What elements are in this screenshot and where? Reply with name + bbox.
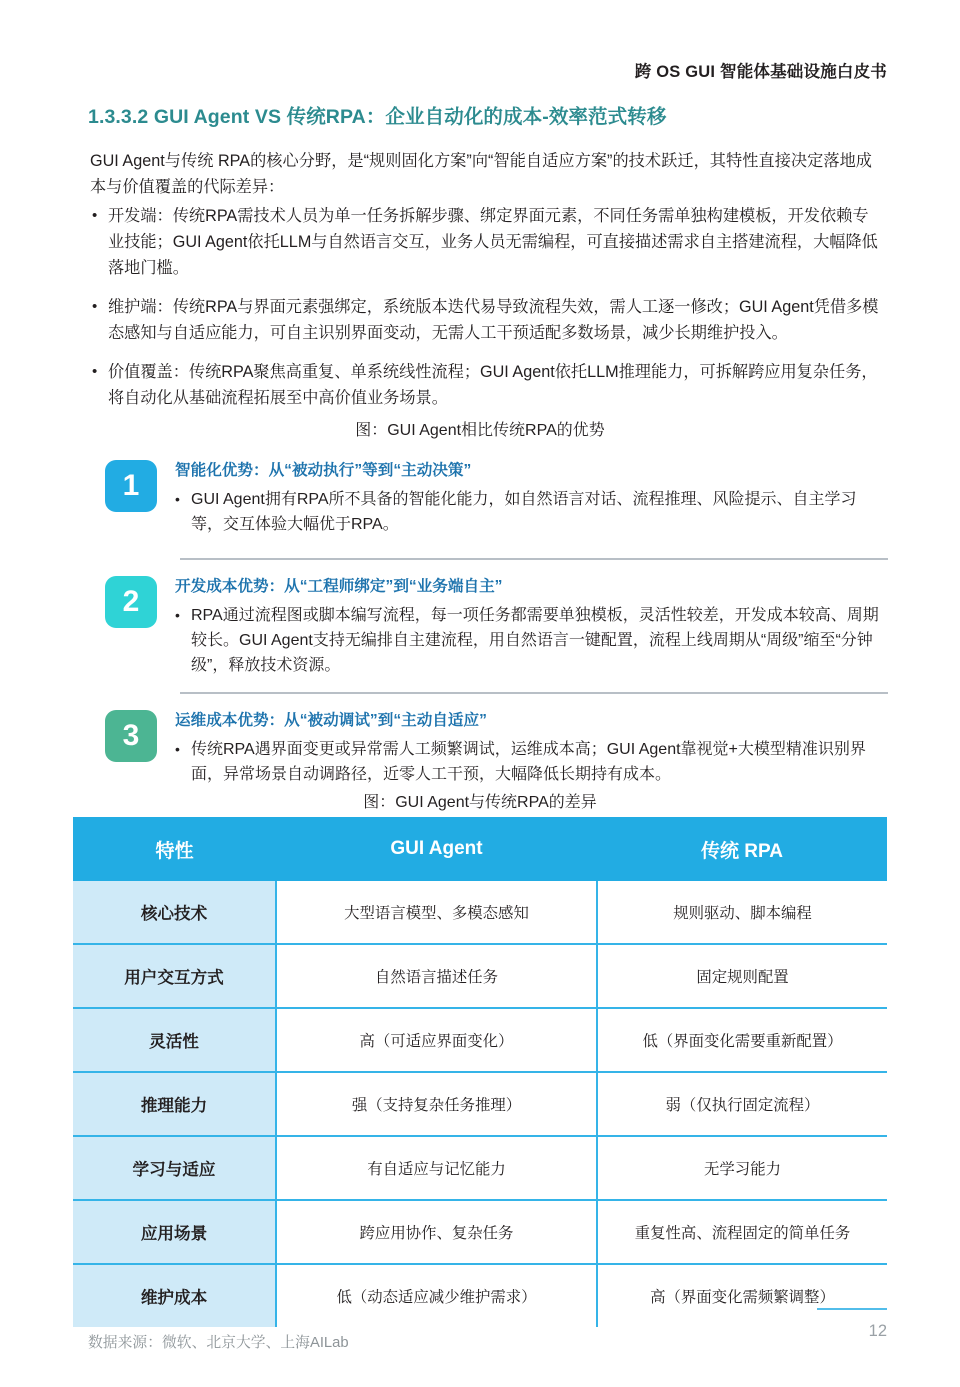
advantage-card-3	[0, 710, 960, 794]
figure-caption-difference: 图：GUI Agent与传统RPA的差异	[363, 794, 597, 811]
table-header-row	[73, 817, 887, 881]
table-cell-gui-agent: 大型语言模型、多模态感知	[276, 881, 597, 944]
data-source-note: 数据来源：微软、北京大学、上海AILab	[88, 1335, 349, 1351]
table-cell-rpa: 无学习能力	[597, 1136, 887, 1200]
list-item-text: 价值覆盖：传统RPA聚焦高重复、单系统线性流程；GUI Agent依托LLM推理能力，可拆解跨应用复杂任务，将自动化从基础流程拓展至中高价值业务场景。	[108, 363, 878, 407]
bullet-list	[90, 203, 880, 424]
table-cell-rpa: 低（界面变化需要重新配置）	[597, 1008, 887, 1072]
bullet-marker-icon: •	[92, 298, 98, 315]
bullet-marker-icon: •	[92, 363, 98, 380]
comparison-table	[73, 817, 887, 1327]
list-item	[90, 203, 880, 281]
table-cell-gui-agent: 有自适应与记忆能力	[276, 1136, 597, 1200]
table-cell-rpa: 规则驱动、脚本编程	[597, 881, 887, 944]
advantage-card-1	[0, 460, 960, 544]
table-cell-gui-agent: 自然语言描述任务	[276, 944, 597, 1008]
table-row	[73, 1072, 887, 1136]
table-row	[73, 944, 887, 1008]
figure-caption-advantage: 图：GUI Agent相比传统RPA的优势	[355, 422, 605, 439]
bullet-marker-icon: •	[92, 207, 98, 224]
table-cell-feature: 维护成本	[73, 1264, 276, 1327]
table-row	[73, 1008, 887, 1072]
table-row	[73, 1264, 887, 1327]
table-cell-gui-agent: 强（支持复杂任务推理）	[276, 1072, 597, 1136]
table-cell-gui-agent: 跨应用协作、复杂任务	[276, 1200, 597, 1264]
table-cell-feature: 应用场景	[73, 1200, 276, 1264]
advantage-card-2	[0, 576, 960, 678]
table-cell-rpa: 弱（仅执行固定流程）	[597, 1072, 887, 1136]
intro-paragraph: GUI Agent与传统 RPA的核心分野，是“规则固化方案”向“智能自适应方案”的技术跃迁，其特性直接决定落地成本与价值覆盖的代际差异：	[90, 152, 872, 196]
advantage-card-list	[0, 460, 960, 794]
card-divider	[180, 558, 888, 560]
table-cell-rpa: 固定规则配置	[597, 944, 887, 1008]
page-number-rule	[817, 1308, 887, 1310]
table-cell-gui-agent: 高（可适应界面变化）	[276, 1008, 597, 1072]
table-row	[73, 881, 887, 944]
table-cell-rpa: 高（界面变化需频繁调整）	[597, 1264, 887, 1327]
list-item-text: 开发端：传统RPA需技术人员为单一任务拆解步骤、绑定界面元素，不同任务需单独构建模板，开发依赖专业技能；GUI Agent依托LLM与自然语言交互，业务人员无需编程，可直接描述需求自主搭建流程，大幅降低落地门槛。	[108, 207, 878, 277]
page-number: 12	[868, 1322, 887, 1340]
running-header-title: 跨 OS GUI 智能体基础设施白皮书	[634, 63, 887, 81]
table-header-gui-agent: GUI Agent	[276, 817, 597, 881]
table-cell-feature: 核心技术	[73, 881, 276, 944]
table-row	[73, 1136, 887, 1200]
section-heading: 1.3.3.2 GUI Agent VS 传统RPA：企业自动化的成本-效率范式转移	[88, 106, 667, 128]
table-cell-gui-agent: 低（动态适应减少维护需求）	[276, 1264, 597, 1327]
bullet-marker-icon: •	[175, 607, 180, 623]
card-number-badge-1: 1	[105, 460, 157, 512]
card-point-text: 传统RPA遇界面变更或异常需人工频繁调试，运维成本高；GUI Agent靠视觉+大模型精准识别界面，异常场景自动调路径，近零人工干预，大幅降低长期持有成本。	[191, 741, 866, 783]
list-item	[90, 294, 880, 346]
list-item-text: 维护端：传统RPA与界面元素强绑定，系统版本迭代易导致流程失效，需人工逐一修改；GUI Agent凭借多模态感知与自适应能力，可自主识别界面变动，无需人工干预适配多数场景，减少长期维护投入。	[108, 298, 879, 342]
table-cell-feature: 灵活性	[73, 1008, 276, 1072]
card-divider	[180, 692, 888, 694]
list-item	[90, 359, 880, 411]
card-number-badge-3: 3	[105, 710, 157, 762]
card-title: 运维成本优势：从“被动调试”到“主动自适应”	[175, 712, 487, 729]
table-header-rpa: 传统 RPA	[597, 817, 887, 881]
card-title: 智能化优势：从“被动执行”等到“主动决策”	[175, 462, 472, 479]
card-number-badge-2: 2	[105, 576, 157, 628]
bullet-marker-icon: •	[175, 491, 180, 507]
bullet-marker-icon: •	[175, 741, 180, 757]
table-cell-rpa: 重复性高、流程固定的简单任务	[597, 1200, 887, 1264]
card-point-text: RPA通过流程图或脚本编写流程，每一项任务都需要单独模板，灵活性较差，开发成本较高、周期较长。GUI Agent支持无编排自主建流程，用自然语言一键配置，流程上线周期从“周级”缩至“分钟级”，释放技术资源。	[191, 607, 879, 674]
table-cell-feature: 学习与适应	[73, 1136, 276, 1200]
table-header-feature: 特性	[73, 817, 276, 881]
table-cell-feature: 用户交互方式	[73, 944, 276, 1008]
table-row	[73, 1200, 887, 1264]
card-title: 开发成本优势：从“工程师绑定”到“业务端自主”	[175, 578, 503, 595]
card-point-text: GUI Agent拥有RPA所不具备的智能化能力，如自然语言对话、流程推理、风险提示、自主学习等，交互体验大幅优于RPA。	[191, 491, 857, 533]
table-cell-feature: 推理能力	[73, 1072, 276, 1136]
